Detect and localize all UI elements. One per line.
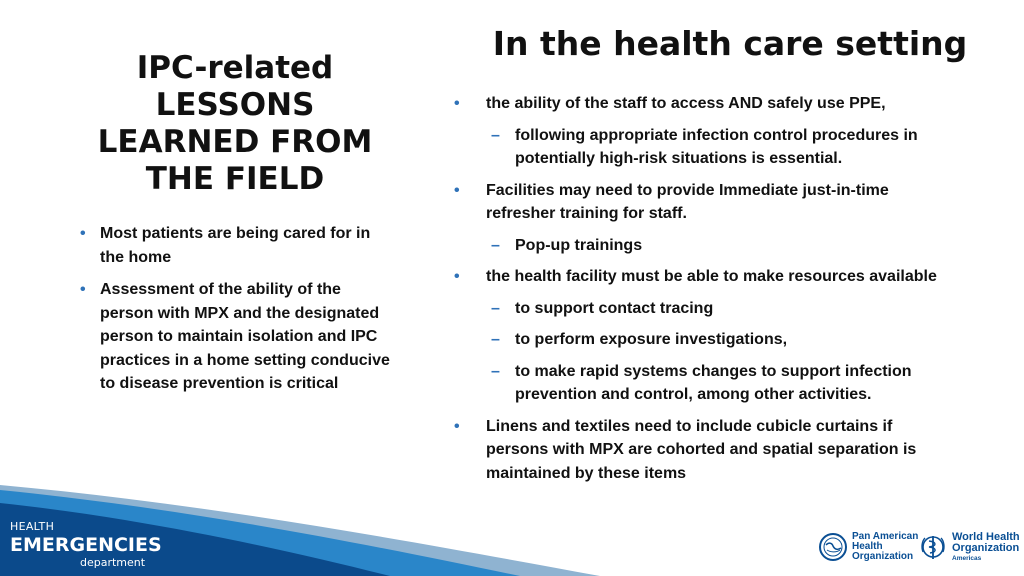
dash-marker: – xyxy=(491,126,500,144)
right-sub-bullet-item xyxy=(454,234,954,258)
dash-marker: – xyxy=(491,299,500,317)
right-sub-bullet-item xyxy=(454,328,954,352)
right-bullet-text: Linens and textiles need to include cubicle curtains if persons with MPX are cohorted and spatial separation is maintained by these items xyxy=(486,417,917,482)
paho-line: Organization xyxy=(852,551,914,562)
paho-emblem-icon xyxy=(818,532,848,562)
health-emergencies-label xyxy=(10,520,162,569)
bullet-marker: • xyxy=(80,281,86,298)
left-title-line: LEARNED FROM xyxy=(97,124,373,160)
dash-marker: – xyxy=(491,331,500,348)
footer-line-department: department xyxy=(80,556,146,569)
right-sub-bullet-text: following appropriate infection control procedures in potentially high-risk situations is essential. xyxy=(515,126,918,167)
bullet-marker: • xyxy=(454,95,460,112)
footer-line-emergencies: EMERGENCIES xyxy=(10,534,162,556)
right-sub-bullet-item xyxy=(454,360,954,407)
left-title-line: IPC-related xyxy=(136,50,334,86)
right-bullet-item xyxy=(454,179,954,226)
bullet-marker: • xyxy=(454,417,460,435)
paho-logo-text xyxy=(852,532,918,562)
left-title-line: LESSONS xyxy=(155,87,315,123)
left-bullet-text: Assessment of the ability of the person with MPX and the designated person to maintain isolation and IPC practices in a home setting conducive to disease prevention is critical xyxy=(100,281,390,392)
right-sub-bullet-item xyxy=(454,124,954,171)
who-emblem-icon xyxy=(918,532,948,562)
left-bullet-list xyxy=(80,222,395,405)
right-sub-bullet-item xyxy=(454,297,954,321)
bullet-marker: • xyxy=(454,181,460,199)
right-bullet-item xyxy=(454,415,954,486)
paho-logo xyxy=(818,527,918,567)
right-sub-bullet-text: to make rapid systems changes to support infection prevention and control, among other activities. xyxy=(515,362,912,403)
dash-marker: – xyxy=(491,236,500,254)
who-logo xyxy=(918,527,1020,567)
paho-line: Pan American xyxy=(852,531,919,542)
bullet-marker: • xyxy=(454,268,460,285)
left-bullet-item xyxy=(80,222,395,269)
left-bullet-item xyxy=(80,278,395,396)
left-title xyxy=(80,50,390,198)
right-sub-bullet-text: Pop-up trainings xyxy=(515,236,643,254)
right-bullet-item xyxy=(454,92,954,116)
left-bullet-text: Most patients are being cared for in the home xyxy=(100,225,371,266)
right-sub-bullet-text: to support contact tracing xyxy=(515,299,714,317)
right-bullet-text: Facilities may need to provide Immediate just-in-time refresher training for staff. xyxy=(486,181,889,222)
who-logo-text xyxy=(952,532,1020,563)
bullet-marker: • xyxy=(80,225,86,242)
footer-line-health: HEALTH xyxy=(10,520,55,533)
right-sub-bullet-text: to perform exposure investigations, xyxy=(515,331,788,348)
paho-line: Health xyxy=(852,541,883,552)
who-region-label: Americas xyxy=(952,554,982,562)
who-line: World Health xyxy=(952,530,1020,543)
right-title: In the health care setting xyxy=(492,24,968,63)
dash-marker: – xyxy=(491,362,500,380)
left-title-line: THE FIELD xyxy=(145,161,325,197)
right-bullet-item xyxy=(454,265,954,289)
who-line: Organization xyxy=(952,541,1020,554)
right-bullet-text: the health facility must be able to make resources available xyxy=(486,268,937,285)
right-bullet-list xyxy=(454,92,954,493)
right-bullet-text: the ability of the staff to access AND safely use PPE, xyxy=(486,95,886,112)
